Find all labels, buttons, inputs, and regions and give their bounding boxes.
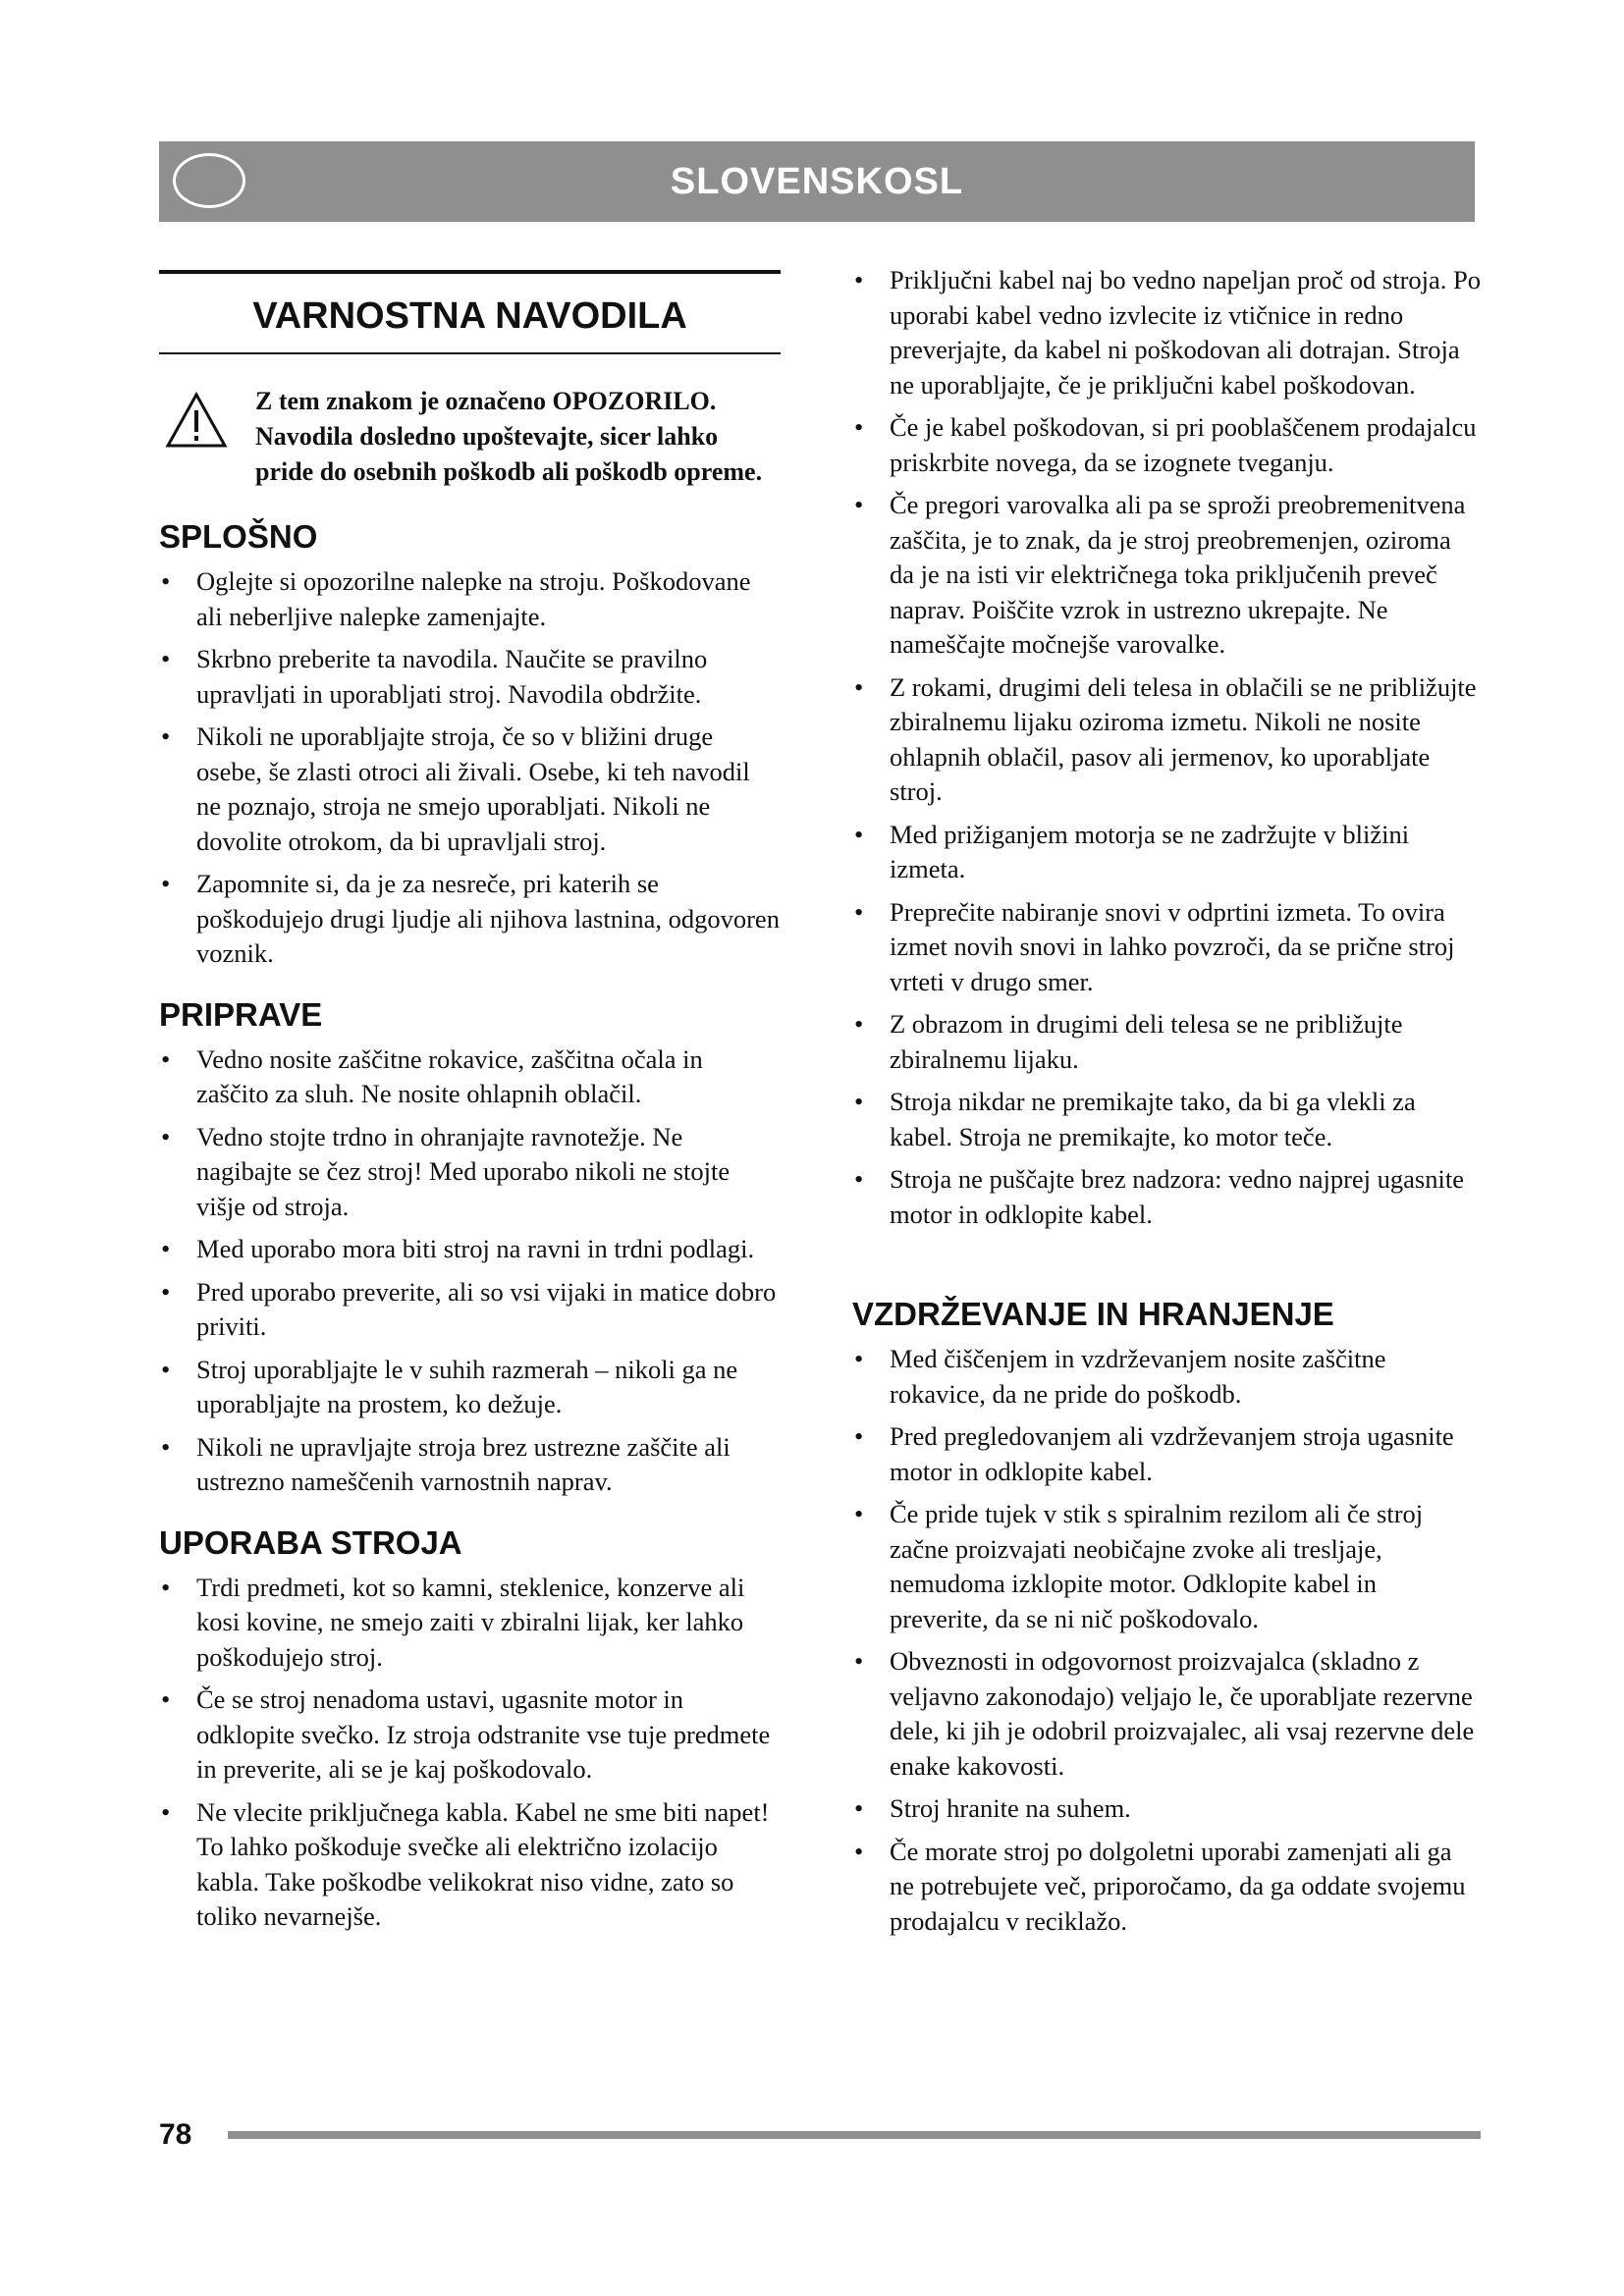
page-title: VARNOSTNA NAVODILA (252, 295, 687, 337)
language-header (159, 141, 1475, 222)
list-item: • Stroja nikdar ne premikajte tako, da bi ga vlekli za kabel. Stroja ne premikajte, ko motor teče. (852, 1085, 1481, 1154)
list-item: • Ne vlecite priključnega kabla. Kabel ne sme biti napet! To lahko poškoduje svečke ali električno izolacijo kabla. Take poškodbe velikokrat niso vidne, zato so toliko nevarnejše. (159, 1795, 781, 1935)
list-item: • Če morate stroj po dolgoletni uporabi zamenjati ali ga ne potrebujete več, priporočamo, da ga oddate svojemu prodajalcu v reciklažo. (852, 1835, 1481, 1940)
list-item: • Preprečite nabiranje snovi v odprtini izmeta. To ovira izmet novih snovi in lahko povzroči, da se prične stroj vrteti v drugo smer. (852, 895, 1481, 1000)
warning-triangle-icon (165, 392, 228, 449)
vzdrzevanje-list (852, 1342, 1481, 1939)
section-heading-uporaba: UPORABA STROJA (159, 1523, 462, 1561)
list-item: • Nikoli ne uporabljajte stroja, če so v bližini druge osebe, še zlasti otroci ali živali. Osebe, ki teh navodil ne poznajo, stroja ne smejo uporabljati. Nikoli ne dovolite otrokom, da bi upravljali stroj. (159, 720, 781, 859)
list-item: • Pred uporabo preverite, ali so vsi vijaki in matice dobro priviti. (159, 1275, 781, 1345)
list-item: • Trdi predmeti, kot so kamni, steklenice, konzerve ali kosi kovine, ne smejo zaiti v zbiralni lijak, ker lahko poškodujejo stroj. (159, 1571, 781, 1676)
footer-rule (228, 2131, 1481, 2139)
list-item: • Vedno stojte trdno in ohranjajte ravnotežje. Ne nagibajte se čez stroj! Med uporabo nikoli ne stojte višje od stroja. (159, 1120, 781, 1225)
list-item: • Vedno nosite zaščitne rokavice, zaščitna očala in zaščito za sluh. Ne nosite ohlapnih oblačil. (159, 1042, 781, 1112)
page-number: 78 (159, 2118, 192, 2151)
list-item: • Priključni kabel naj bo vedno napeljan proč od stroja. Po uporabi kabel vedno izvlecite iz vtičnice in redno preverjajte, da kabel ni poškodovan ali dotrajan. Stroja ne uporabljajte, če je priključni kabel poškodovan. (852, 263, 1481, 402)
list-item: • Obveznosti in odgovornost proizvajalca (skladno z veljavno zakonodajo) veljajo le, če uporabljate rezervne dele, ki jih je odobril proizvajalec, ali vsaj rezervne dele enake kakovosti. (852, 1644, 1481, 1784)
list-item: • Stroja ne puščajte brez nadzora: vedno najprej ugasnite motor in odklopite kabel. (852, 1162, 1481, 1232)
section-heading-vzdrzevanje: VZDRŽEVANJE IN HRANJENJE (852, 1296, 1334, 1332)
uporaba-continued-list (852, 263, 1481, 1232)
list-item: • Skrbno preberite ta navodila. Naučite se pravilno upravljati in uporabljati stroj. Navodila obdržite. (159, 642, 781, 712)
list-item: • Če je kabel poškodovan, si pri pooblaščenem prodajalcu priskrbite novega, da se izognete tveganju. (852, 410, 1481, 480)
list-item: • Oglejte si opozorilne nalepke na stroju. Poškodovane ali neberljive nalepke zamenjajte. (159, 564, 781, 634)
uporaba-list (159, 1571, 781, 1935)
list-item: • Stroj uporabljajte le v suhih razmerah – nikoli ga ne uporabljajte na prostem, ko dežuje. (159, 1353, 781, 1422)
list-item: • Med uporabo mora biti stroj na ravni in trdni podlagi. (159, 1232, 781, 1267)
list-item: • Med čiščenjem in vzdrževanjem nosite zaščitne rokavice, da ne pride do poškodb. (852, 1342, 1481, 1412)
list-item: • Z rokami, drugimi deli telesa in oblačili se ne približujte zbiralnemu lijaku oziroma izmetu. Nikoli ne nosite ohlapnih oblačil, pasov ali jermenov, ko uporabljate stroj. (852, 670, 1481, 810)
section-heading-priprave: PRIPRAVE (159, 995, 323, 1033)
list-item: • Če pride tujek v stik s spiralnim rezilom ali če stroj začne proizvajati neobičajne zvoke ali tresljaje, nemudoma izklopite motor. Odklopite kabel in preverite, da se ni nič poškodovalo. (852, 1497, 1481, 1636)
list-item: • Z obrazom in drugimi deli telesa se ne približujte zbiralnemu lijaku. (852, 1007, 1481, 1077)
section-heading-splosno: SPLOŠNO (159, 518, 318, 555)
title-top-rule (159, 270, 781, 274)
list-item: • Nikoli ne upravljajte stroja brez ustrezne zaščite ali ustrezno nameščenih varnostnih naprav. (159, 1430, 781, 1500)
list-item: • Če se stroj nenadoma ustavi, ugasnite motor in odklopite svečko. Iz stroja odstranite vse tuje predmete in preverite, ali se je kaj poškodovalo. (159, 1682, 781, 1788)
list-item: • Pred pregledovanjem ali vzdrževanjem stroja ugasnite motor in odklopite kabel. (852, 1419, 1481, 1489)
left-column (159, 270, 781, 1943)
list-item: • Če pregori varovalka ali pa se sproži preobremenitvena zaščita, je to znak, da je stroj preobremenjen, oziroma da je na isti vir električnega toka priključenih preveč naprav. Poiščite vzrok in ustrezno ukrepajte. Ne nameščajte močnejše varovalke. (852, 488, 1481, 663)
list-item: • Stroj hranite na suhem. (852, 1791, 1481, 1827)
warning-text: Z tem znakom je označeno OPOZORILO. Navodila dosledno upoštevajte, sicer lahko pride do osebnih poškodb ali poškodb opreme. (255, 387, 763, 486)
splosno-list (159, 564, 781, 972)
list-item: • Zapomnite si, da je za nesreče, pri katerih se poškodujejo drugi ljudje ali njihova lastnina, odgovoren voznik. (159, 867, 781, 972)
title-bottom-rule (159, 352, 781, 354)
warning-block (159, 384, 781, 490)
priprave-list (159, 1042, 781, 1500)
right-column (852, 263, 1481, 1947)
language-title: SLOVENSKOSL (670, 161, 964, 202)
list-item: • Med prižiganjem motorja se ne zadržujte v bližini izmeta. (852, 818, 1481, 887)
